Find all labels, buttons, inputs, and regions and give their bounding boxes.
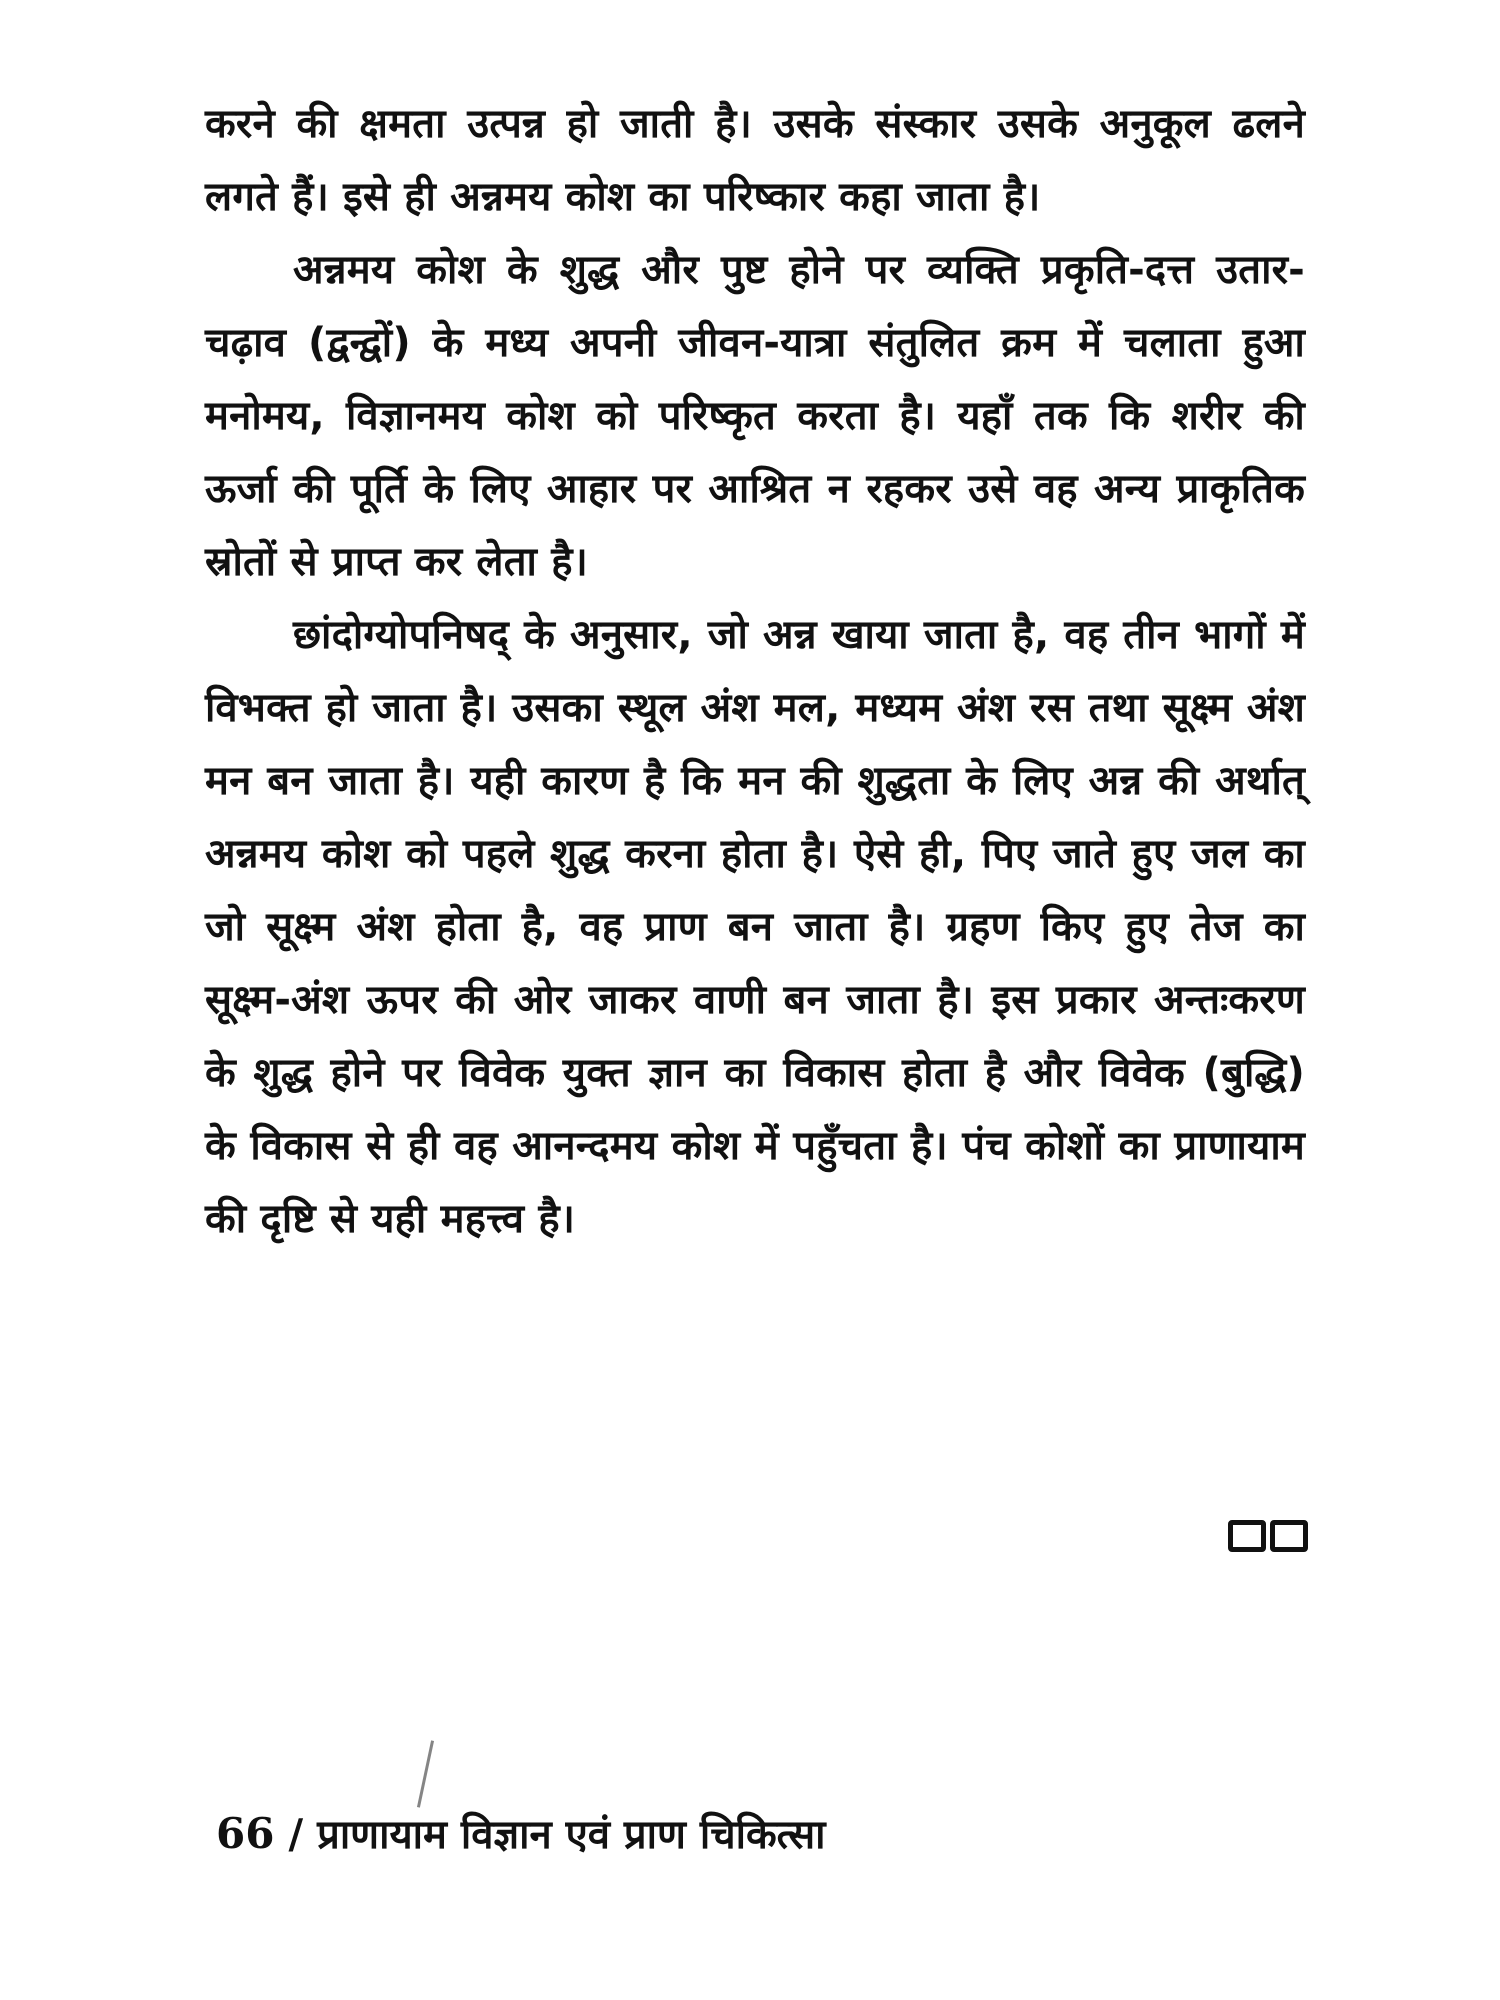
section-end-mark [1228, 1520, 1308, 1552]
paragraph-2: अन्नमय कोश के शुद्ध और पुष्ट होने पर व्यक्ति प्रकृति-दत्त उतार-चढ़ाव (द्वन्द्वों) के मध्य अपनी जीवन-यात्रा संतुलित क्रम में चलाता हुआ मनोमय, विज्ञानमय कोश को परिष्कृत करता है। यहाँ तक कि शरीर की ऊर्जा की पूर्ति के लिए आहार पर आश्रित न रहकर उसे वह अन्य प्राकृतिक स्रोतों से प्राप्त कर लेता है। [205, 247, 1305, 585]
footer-separator: / [288, 1811, 304, 1858]
paragraph-3: छांदोग्योपनिषद् के अनुसार, जो अन्न खाया जाता है, वह तीन भागों में विभक्त हो जाता है। उसका स्थूल अंश मल, मध्यम अंश रस तथा सूक्ष्म अंश मन बन जाता है। यही कारण है कि मन की शुद्धता के लिए अन्न की अर्थात् अन्नमय कोश को पहले शुद्ध करना होता है। ऐसे ही, पिए जाते हुए जल का जो सूक्ष्म अंश होता है, वह प्राण बन जाता है। ग्रहण किए हुए तेज का सूक्ष्म-अंश ऊपर की ओर जाकर वाणी बन जाता है। इस प्रकार अन्तःकरण के शुद्ध होने पर विवेक युक्त ज्ञान का विकास होता है और विवेक (बुद्धि) के विकास से ही वह आनन्दमय कोश में पहुँचता है। पंच कोशों का प्राणायाम की दृष्टि से यही महत्त्व है। [205, 612, 1305, 1242]
end-square-icon [1270, 1520, 1308, 1552]
end-square-icon [1228, 1520, 1266, 1552]
page-number: 66 [216, 1809, 275, 1858]
body-text [205, 88, 1305, 1256]
book-title: प्राणायाम विज्ञान एवं प्राण चिकित्सा [317, 1812, 826, 1858]
stray-mark [417, 1740, 434, 1807]
paragraph-1: करने की क्षमता उत्पन्न हो जाती है। उसके संस्कार उसके अनुकूल ढलने लगते हैं। इसे ही अन्नमय कोश का परिष्कार कहा जाता है। [205, 101, 1305, 220]
page-footer [216, 1806, 826, 1863]
